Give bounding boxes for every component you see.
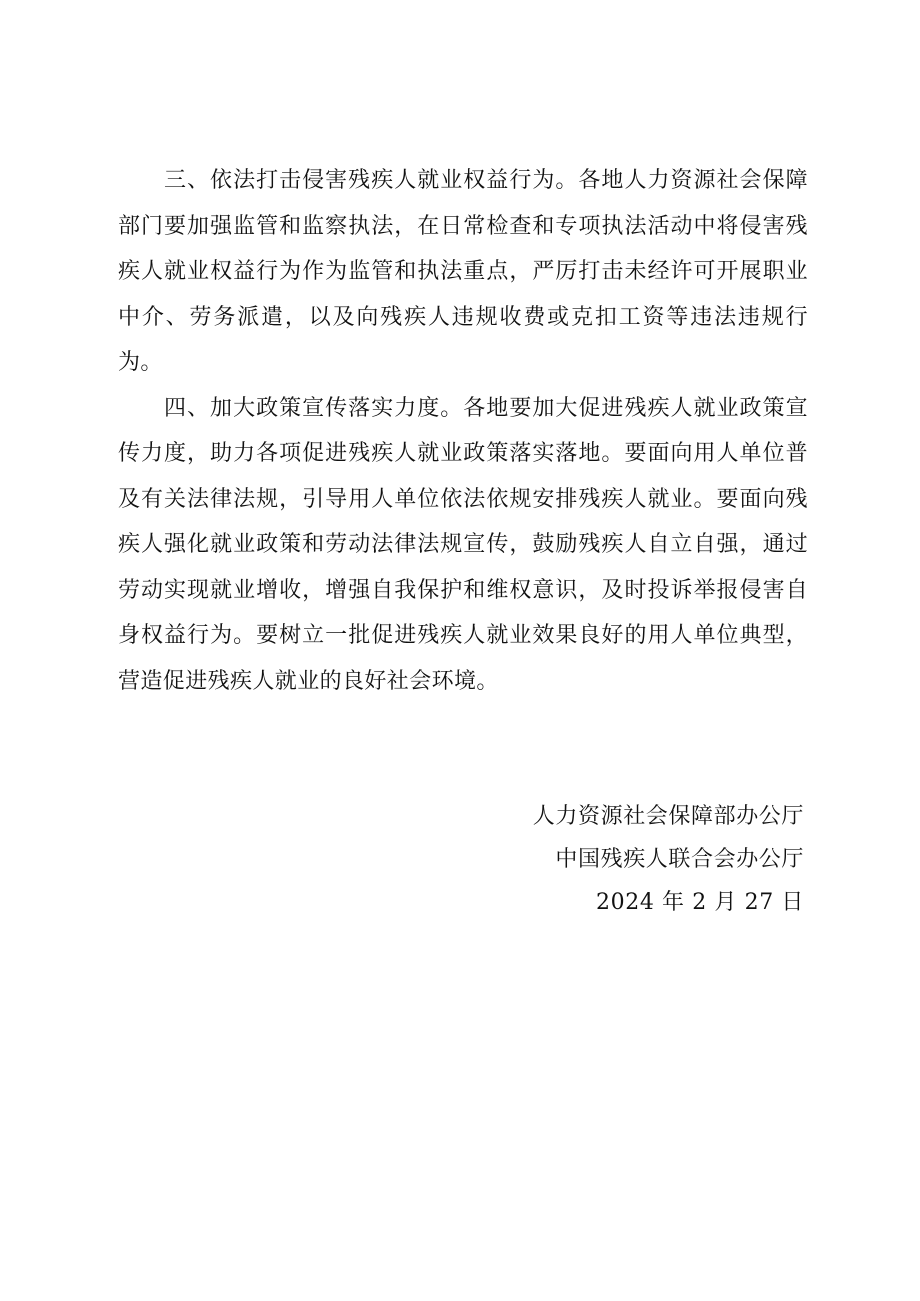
issuer-cdpf-office: 中国残疾人联合会办公厅 bbox=[555, 847, 804, 872]
paragraph-crackdown-on-infringement: 三、依法打击侵害残疾人就业权益行为。各地人力资源社会保障部门要加强监管和监察执法，在日常检查和专项执法活动中将侵害残疾人就业权益行为作为监管和执法重点，严厉打击未经许可开展职业中介、劳务派遣，以及向残疾人违规收费或克扣工资等违法违规行为。 bbox=[118, 168, 808, 375]
issue-date: 2024 年 2 月 27 日 bbox=[596, 890, 804, 915]
issuer-mohrss-office: 人力资源社会保障部办公厅 bbox=[532, 804, 804, 829]
signature-block bbox=[420, 795, 804, 924]
paragraph-policy-publicity: 四、加大政策宣传落实力度。各地要加大促进残疾人就业政策宣传力度，助力各项促进残疾人就业政策落实落地。要面向用人单位普及有关法律法规，引导用人单位依法依规安排残疾人就业。要面向残疾人强化就业政策和劳动法律法规宣传，鼓励残疾人自立自强，通过劳动实现就业增收，增强自我保护和维权意识，及时投诉举报侵害自身权益行为。要树立一批促进残疾人就业效果良好的用人单位典型，营造促进残疾人就业的良好社会环境。 bbox=[118, 395, 808, 694]
document-body bbox=[118, 158, 808, 704]
